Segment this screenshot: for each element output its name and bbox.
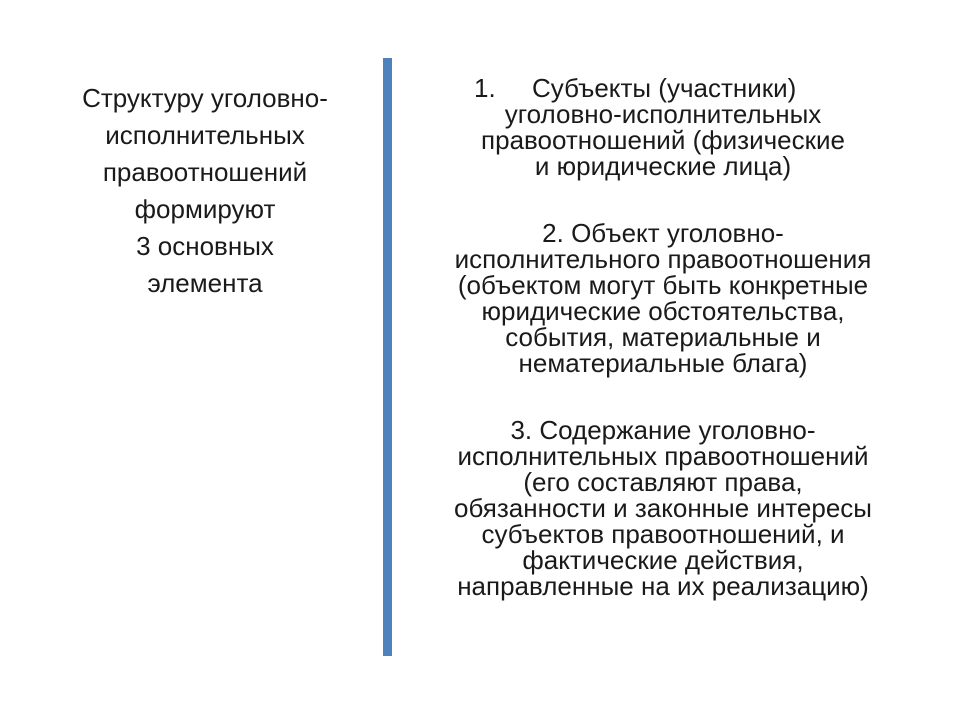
vertical-divider	[383, 58, 392, 656]
list-item-object	[398, 220, 928, 376]
left-line: 3 основных	[136, 231, 274, 261]
item-line: и юридические лица)	[534, 151, 792, 181]
left-intro-text	[40, 80, 370, 302]
item-line: фактические действия,	[522, 545, 804, 575]
item-line: обязанности и законные интересы	[454, 493, 872, 523]
item-line: уголовно-исполнительных	[504, 99, 822, 129]
left-line: Структуру уголовно-	[82, 83, 328, 113]
item-line: нематериальные блага)	[518, 348, 808, 378]
left-line: правоотношений	[102, 157, 308, 187]
item-line: исполнительного правоотношения	[454, 244, 872, 274]
item-line	[398, 75, 928, 101]
list-item-content	[398, 417, 928, 599]
left-line: элемента	[147, 268, 263, 298]
item-line: правоотношений (физические	[481, 125, 845, 155]
list-item-subjects	[398, 75, 928, 179]
item-line: юридические обстоятельства,	[481, 296, 845, 326]
item-line: направленные на их реализацию)	[457, 571, 869, 601]
item-number: 1.	[474, 73, 496, 103]
elements-list	[398, 75, 928, 640]
item-line: 2. Объект уголовно-	[542, 218, 784, 248]
item-line: события, материальные и	[505, 322, 821, 352]
item-line: исполнительных правоотношений	[457, 441, 869, 471]
item-line: (объектом могут быть конкретные	[457, 270, 869, 300]
left-line: формируют	[134, 194, 276, 224]
left-line: исполнительных	[105, 120, 305, 150]
item-line: (его составляют права,	[523, 467, 803, 497]
item-text: Субъекты (участники)	[532, 73, 797, 103]
item-line: субъектов правоотношений, и	[481, 519, 845, 549]
item-line: 3. Содержание уголовно-	[510, 415, 816, 445]
